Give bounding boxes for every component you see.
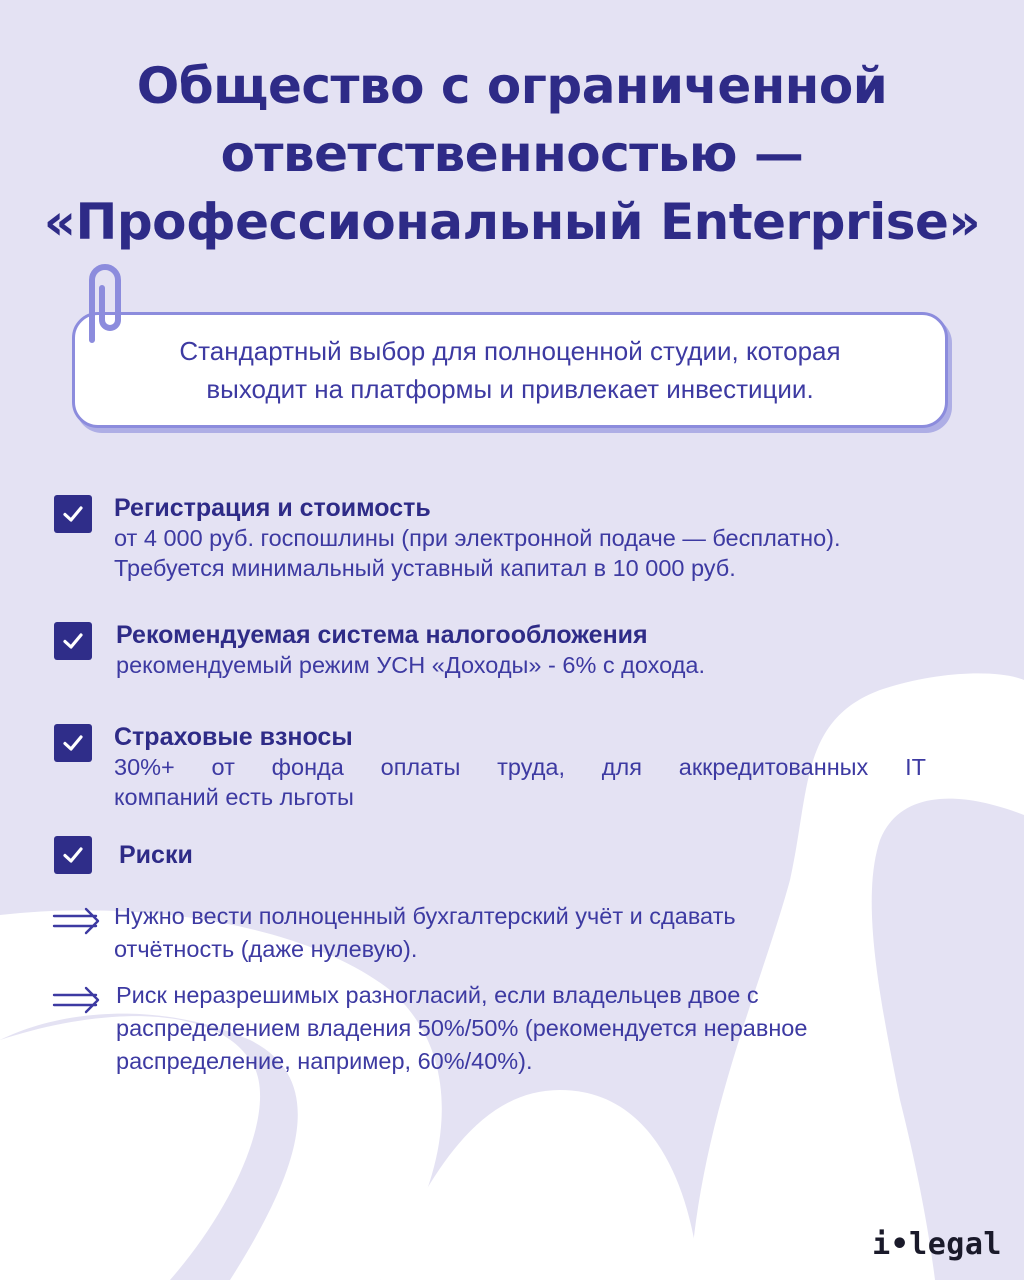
watermark-icon [28, 1210, 62, 1250]
brand-logo: i•legal [872, 1227, 1002, 1262]
checkmark-icon [54, 622, 92, 660]
title-line-3: «Профессиональный Enterprise» [43, 193, 981, 251]
title-line-1: Общество с ограниченной [136, 57, 888, 115]
item-title: Рекомендуемая система налогообложения [116, 621, 648, 649]
item-title: Регистрация и стоимость [114, 494, 431, 522]
checkmark-icon [54, 836, 92, 874]
checkmark-icon [54, 495, 92, 533]
item-title: Риски [119, 841, 193, 869]
item-text-line: 30%+ от фонда оплаты труда, для аккредитованных IT [114, 754, 926, 780]
risk-text-line: отчётность (даже нулевую). [114, 936, 418, 962]
intro-callout [72, 312, 948, 428]
item-text-line: рекомендуемый режим УСН «Доходы» - 6% с дохода. [116, 652, 706, 678]
risk-item [52, 900, 952, 970]
title-line-2: ответственностью — [220, 125, 804, 183]
risk-text-line: распределение, например, 60%/40%). [116, 1048, 533, 1074]
callout-line-2: выходит на платформы и привлекает инвестиции. [206, 374, 814, 404]
item-title: Страховые взносы [114, 723, 353, 751]
risk-text [116, 979, 807, 1078]
risk-item [52, 979, 952, 1084]
checkmark-icon [54, 724, 92, 762]
risk-text-line: Нужно вести полноценный бухгалтерский учёт и сдавать [114, 903, 736, 929]
page-title [0, 52, 1024, 256]
double-arrow-right-icon [52, 906, 102, 936]
item-text-line: компаний есть льготы [114, 784, 354, 810]
risk-text-line: Риск неразрешимых разногласий, если владельцев двое с [116, 982, 759, 1008]
item-text-line: от 4 000 руб. госпошлины (при электронной подаче — бесплатно). [114, 525, 841, 551]
risk-text-line: распределением владения 50%/50% (рекомендуется неравное [116, 1015, 808, 1041]
item-text-line: Требуется минимальный уставный капитал в 10 000 руб. [114, 555, 736, 581]
callout-line-1: Стандартный выбор для полноценной студии, которая [179, 336, 841, 366]
double-arrow-right-icon [52, 985, 102, 1015]
risk-text [114, 900, 736, 966]
paperclip-icon [78, 258, 128, 350]
